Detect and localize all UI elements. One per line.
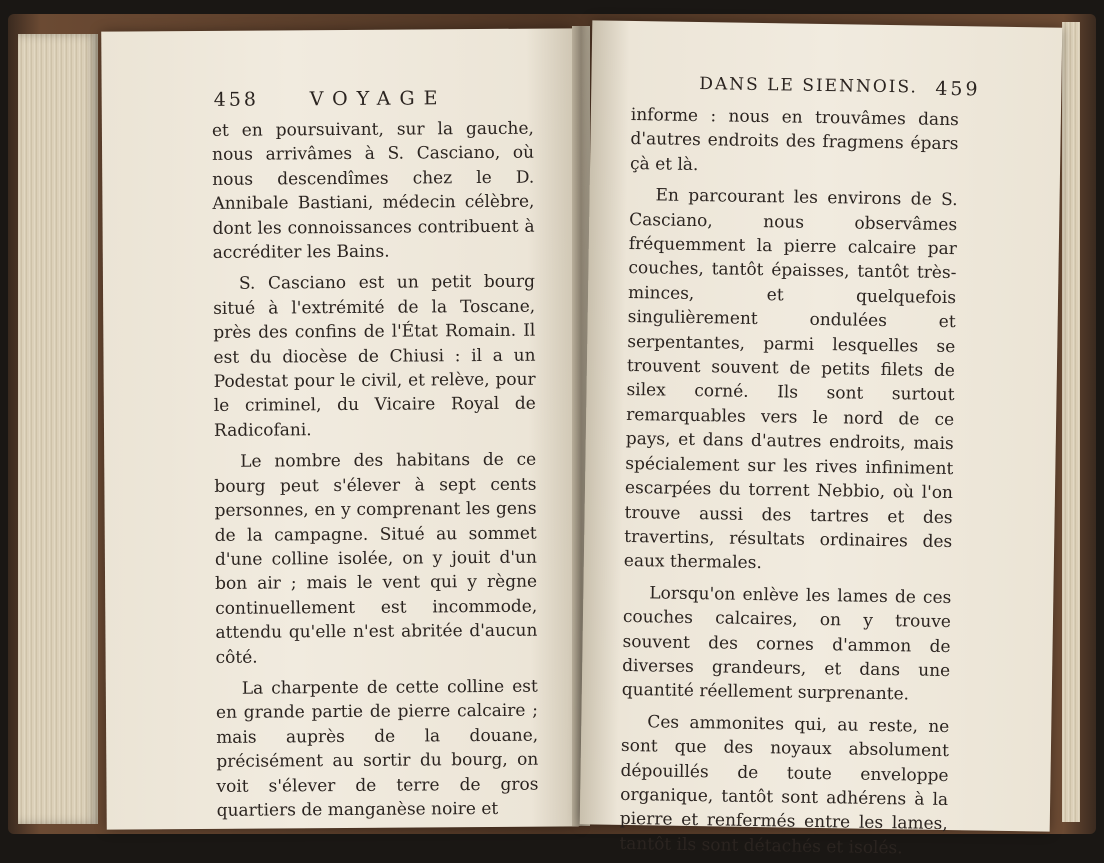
page-number-left: 458 <box>213 88 260 111</box>
right-page <box>580 20 1063 859</box>
left-page <box>101 28 579 829</box>
page-number-right: 459 <box>935 77 981 101</box>
running-head-left: VOYAGE <box>309 87 447 111</box>
paragraph: informe : nous en trouvâmes dans d'autres endroits des fragmens épars çà et là. <box>629 104 959 175</box>
running-head-right: DANS LE SIENNOIS. <box>699 74 919 98</box>
paragraph: et en poursuivant, sur la gauche, nous arrivâmes à S. Casciano, où nous descendîmes chez le D. Annibale Bastiani, médecin célèbre, dont les connoissances contribuent à accréditer les Bains. <box>211 118 535 263</box>
paragraph: La charpente de cette colline est en grande partie de pierre calcaire ; mais auprès de la douane, précisément au sortir du bourg, on voit s'élever de terre de gros quartiers de manganèse noire et <box>215 676 539 821</box>
left-page-body <box>212 117 539 824</box>
right-page-body <box>619 103 959 861</box>
paragraph: En parcourant les environs de S. Casciano, nous observâmes fréquemment la pierre calcaire par couches, tantôt épaisses, tantôt très-minces, et quelquefois singulièrement ondulées et serpentantes, parmi lesquelles se trouvent souvent de petits filets de silex corné. Ils sont surtout remarquables vers le nord de ce pays, et dans d'autres endroits, mais spécialement sur les rives infiniment escarpées du torrent Nebbio, où l'on trouve aussi des tartres et des travertins, résultats ordinaires des eaux thermales. <box>623 185 958 574</box>
page-edges-left <box>18 34 98 824</box>
paragraph: S. Casciano est un petit bourg situé à l'extrémité de la Toscane, près des confins de l'État Romain. Il est du diocèse de Chiusi : il a un Podestat pour le civil, et relève, pour le criminel, du Vicaire Royal de Radicofani. <box>213 272 536 441</box>
paragraph: Ces ammonites qui, au reste, ne sont que des noyaux absolument dépouillés de toute enveloppe organique, tantôt sont adhérens à la pierre et renfermés entre les lames, tantôt ils sont détachés et isolés. <box>619 712 950 859</box>
paragraph: Le nombre des habitans de ce bourg peut s'élever à sept cents personnes, en y comprenant les gens de la campagne. Situé au sommet d'une colline isolée, on y jouit d'un bon air ; mais le vent qui y règne continuellement est incommode, attendu qu'elle n'est abritée d'aucun côté. <box>214 449 538 668</box>
page-edges-right <box>1062 22 1080 822</box>
paragraph: Lorsqu'on enlève les lames de ces couches calcaires, on y trouve souvent des cornes d'ammon de diverses grandeurs, et dans une quantité réellement surprenante. <box>621 583 952 705</box>
